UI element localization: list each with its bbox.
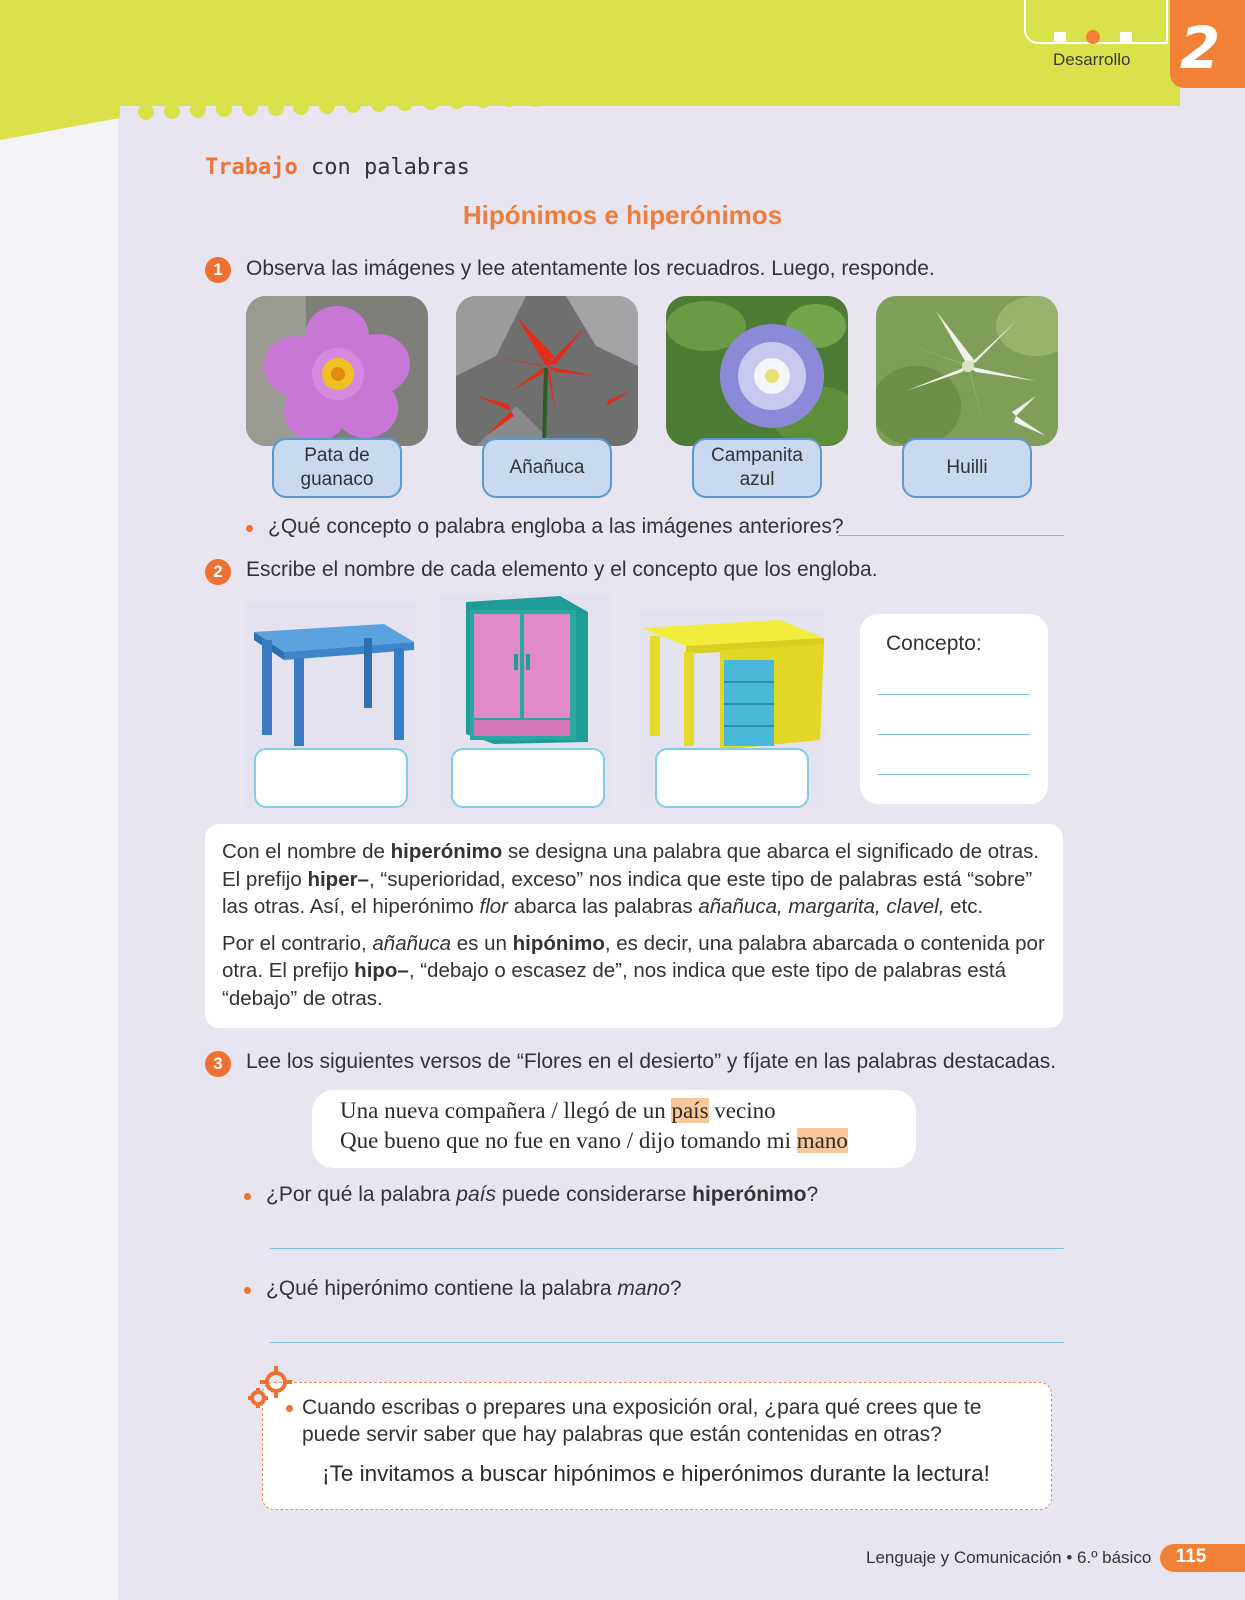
notebook-hole xyxy=(345,97,361,113)
chapter-tab-outline xyxy=(1024,0,1168,44)
concept-line-2[interactable] xyxy=(878,734,1030,735)
notebook-hole xyxy=(630,87,646,103)
flower-photo-huilli xyxy=(876,296,1058,446)
notebook-hole xyxy=(734,83,750,99)
blue-flower-icon xyxy=(666,296,848,446)
concept-label: Concepto: xyxy=(886,632,982,655)
notebook-hole xyxy=(293,99,309,115)
notebook-hole xyxy=(164,103,180,119)
notebook-hole xyxy=(915,77,931,93)
notebook-hole xyxy=(190,102,206,118)
concept-line-3[interactable] xyxy=(878,774,1030,775)
notebook-hole xyxy=(1045,73,1061,89)
question-number-2: 2 xyxy=(205,559,231,585)
notebook-hole xyxy=(889,78,905,94)
notebook-hole xyxy=(578,89,594,105)
page-title: Hipónimos e hiperónimos xyxy=(462,200,783,230)
table-icon xyxy=(244,602,416,752)
notebook-hole xyxy=(423,94,439,110)
verse-box xyxy=(312,1090,916,1168)
section-title-rest: con palabras xyxy=(297,155,470,180)
question-1-bullet: ¿Qué concepto o palabra engloba a las imágenes anteriores? xyxy=(268,515,844,538)
notebook-hole xyxy=(242,100,258,116)
notebook-hole xyxy=(760,82,776,98)
highlight-mano: mano xyxy=(796,1128,848,1153)
page-number: 115 xyxy=(1175,1546,1207,1567)
notebook-hole xyxy=(319,98,335,114)
answer-line-q3a[interactable] xyxy=(270,1248,1064,1249)
notebook-hole xyxy=(527,91,543,107)
notebook-hole xyxy=(656,86,672,102)
notebook-hole xyxy=(811,81,827,97)
notebook-hole xyxy=(967,75,983,91)
question-number-3: 3 xyxy=(205,1051,231,1077)
notebook-hole xyxy=(786,82,802,98)
flower-label-4: Huilli xyxy=(902,438,1032,498)
section-title xyxy=(205,155,470,180)
footer-subject: Lenguaje y Comunicación • 6.º básico xyxy=(866,1548,1152,1567)
notebook-hole xyxy=(268,100,284,116)
reflection-invitation: ¡Te invitamos a buscar hipónimos e hiperónimos durante la lectura! xyxy=(322,1461,990,1486)
bullet-icon xyxy=(244,1287,251,1294)
concept-line-1[interactable] xyxy=(878,694,1030,695)
answer-box-wardrobe[interactable] xyxy=(451,748,605,808)
notebook-hole xyxy=(837,80,853,96)
definition-paragraph-1: Con el nombre de hiperónimo se designa una palabra que abarca el significado de otras. El prefijo hiper–, “superioridad, exceso” nos indica que este tipo de palabras está “sobre” las otras. Así, el hiperónimo flor abarca las palabras añañuca, margarita, clavel, etc. xyxy=(222,840,1040,918)
pink-flower-icon xyxy=(246,296,428,446)
definition-paragraph-2: Por el contrario, añañuca es un hipónimo, es decir, una palabra abarcada o contenida por otra. El prefijo hipo–, “debajo o escasez de”, nos indica que este tipo de palabras está “debajo” de otras. xyxy=(222,931,1045,1010)
notebook-hole xyxy=(475,92,491,108)
question-3-text: Lee los siguientes versos de “Flores en el desierto” y fíjate en las palabras destacadas. xyxy=(246,1050,1057,1073)
answer-line-q3b[interactable] xyxy=(270,1342,1064,1343)
notebook-hole xyxy=(501,91,517,107)
notebook-hole xyxy=(552,90,568,106)
notebook-hole xyxy=(449,93,465,109)
notebook-hole xyxy=(941,76,957,92)
question-2-text: Escribe el nombre de cada elemento y el concepto que los engloba. xyxy=(246,558,878,581)
flower-label-1: Pata de guanaco xyxy=(272,438,402,498)
notebook-hole xyxy=(604,88,620,104)
question-number-1: 1 xyxy=(205,257,231,283)
answer-line-q1[interactable] xyxy=(838,535,1064,536)
definition-box xyxy=(205,824,1063,1028)
notebook-hole xyxy=(216,101,232,117)
notebook-hole xyxy=(682,85,698,101)
flower-photo-campanita-azul xyxy=(666,296,848,446)
notebook-hole xyxy=(371,96,387,112)
question-1-text: Observa las imágenes y lee atentamente los recuadros. Luego, responde. xyxy=(246,257,935,280)
reflection-question: Cuando escribas o prepares una exposición oral, ¿para qué crees que te puede servir saber que hay palabras que están contenidas en otras? xyxy=(302,1396,982,1446)
desk-icon xyxy=(640,610,824,750)
highlight-pais: país xyxy=(671,1098,709,1123)
question-3-bullet-2: ¿Qué hiperónimo contiene la palabra mano? xyxy=(266,1277,682,1300)
flower-photo-ananuca xyxy=(456,296,638,446)
bullet-icon xyxy=(244,1193,251,1200)
flower-photo-pata-de-guanaco xyxy=(246,296,428,446)
notebook-hole xyxy=(138,104,154,120)
notebook-hole xyxy=(993,74,1009,90)
notebook-hole xyxy=(397,95,413,111)
answer-box-table[interactable] xyxy=(254,748,408,808)
notebook-hole xyxy=(1019,73,1035,89)
question-3-bullet-1: ¿Por qué la palabra país puede considerarse hiperónimo? xyxy=(266,1183,819,1206)
verse-line-2: Que bueno que no fue en vano / dijo tomando mi mano xyxy=(340,1128,848,1153)
notebook-hole xyxy=(863,79,879,95)
flower-label-2: Añañuca xyxy=(482,438,612,498)
chapter-label: Desarrollo xyxy=(1053,50,1131,69)
notebook-hole xyxy=(708,84,724,100)
bullet-icon xyxy=(286,1405,293,1412)
wardrobe-icon xyxy=(440,594,612,748)
verse-line-1: Una nueva compañera / llegó de un país vecino xyxy=(340,1098,776,1123)
section-title-highlight: Trabajo xyxy=(205,155,298,180)
chapter-number: 2 xyxy=(1179,14,1221,82)
concept-card xyxy=(860,614,1048,804)
answer-box-desk[interactable] xyxy=(655,748,809,808)
flower-label-3: Campanita azul xyxy=(692,438,822,498)
white-flower-icon xyxy=(876,296,1058,446)
red-flower-icon xyxy=(456,296,638,446)
bullet-icon xyxy=(246,525,253,532)
